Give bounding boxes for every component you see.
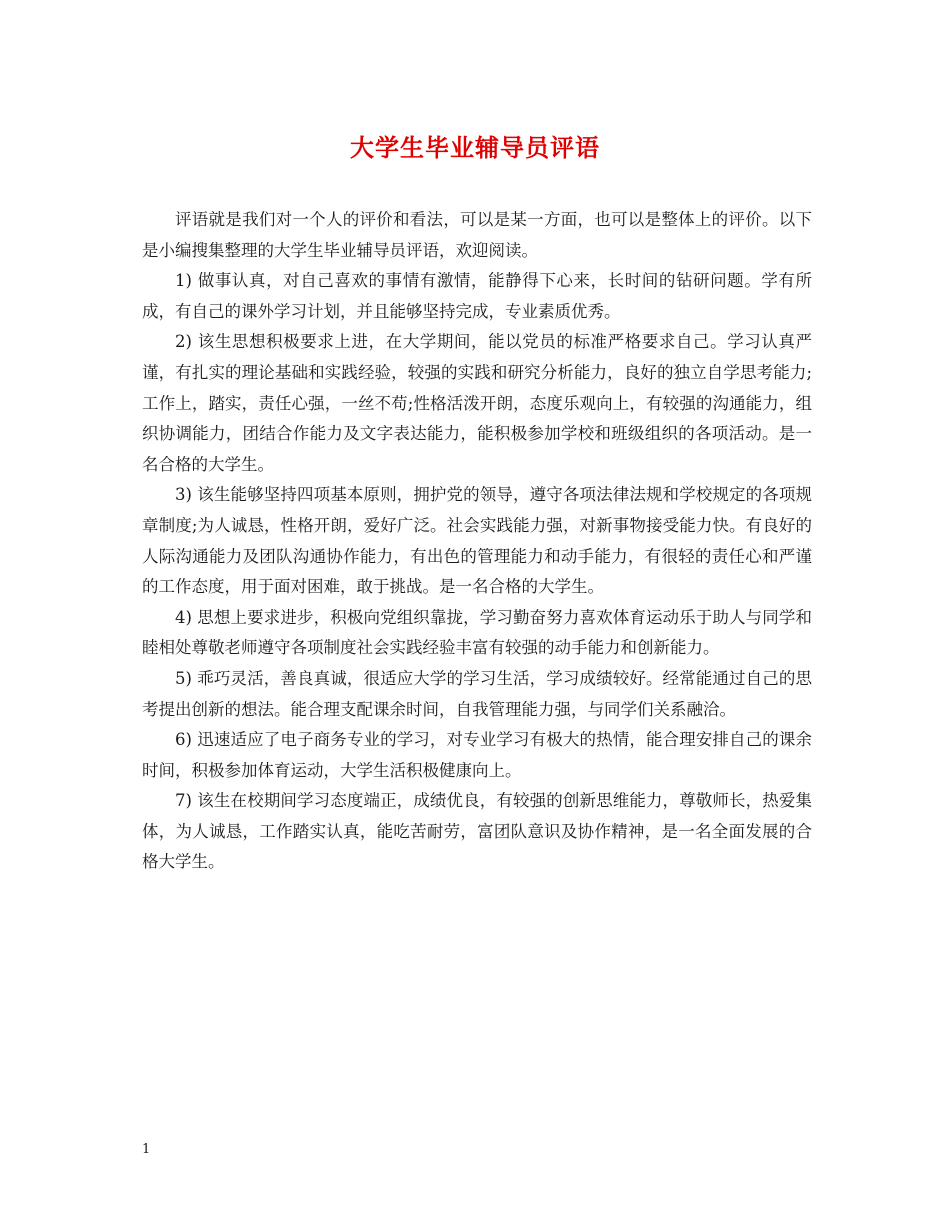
comment-paragraph-5: 5) 乖巧灵活，善良真诚，很适应大学的学习生活，学习成绩较好。经常能通过自己的思考提出创新的想法。能合理支配课余时间，自我管理能力强，与同学们关系融洽。 [142, 668, 812, 719]
comment-paragraph-3: 3) 该生能够坚持四项基本原则，拥护党的领导，遵守各项法律法规和学校规定的各项规章制度;为人诚恳，性格开朗，爱好广泛。社会实践能力强，对新事物接受能力快。有良好的人际沟通能力及团队沟通协作能力，有出色的管理能力和动手能力，有很轻的责任心和严谨的工作态度，用于面对困难，敢于挑战。是一名合格的大学生。 [142, 485, 812, 597]
comment-paragraph-2: 2) 该生思想积极要求上进，在大学期间，能以党员的标准严格要求自己。学习认真严谨，有扎实的理论基础和实践经验，较强的实践和研究分析能力，良好的独立自学思考能力;工作上，踏实，责任心强，一丝不苟;性格活泼开朗，态度乐观向上，有较强的沟通能力，组织协调能力，团结合作能力及文字表达能力，能积极参加学校和班级组织的各项活动。是一名合格的大学生。 [142, 332, 812, 474]
document-body [142, 205, 812, 878]
comment-paragraph-4: 4) 思想上要求进步，积极向党组织靠拢，学习勤奋努力喜欢体育运动乐于助人与同学和睦相处尊敬老师遵守各项制度社会实践经验丰富有较强的动手能力和创新能力。 [142, 607, 812, 658]
document-title: 大学生毕业辅导员评语 [350, 133, 600, 162]
comment-paragraph-6: 6) 迅速适应了电子商务专业的学习，对专业学习有极大的热情，能合理安排自己的课余时间，积极参加体育运动，大学生活积极健康向上。 [142, 730, 812, 780]
comment-paragraph-7: 7) 该生在校期间学习态度端正，成绩优良，有较强的创新思维能力，尊敬师长，热爱集体，为人诚恳，工作踏实认真，能吃苦耐劳，富团队意识及协作精神，是一名全面发展的合格大学生。 [142, 791, 812, 872]
comment-paragraph-1: 1) 做事认真，对自己喜欢的事情有激情，能静得下心来，长时间的钻研问题。学有所成，有自己的课外学习计划，并且能够坚持完成，专业素质优秀。 [142, 271, 812, 321]
page-number: 1 [142, 1142, 151, 1157]
intro-paragraph: 评语就是我们对一个人的评价和看法，可以是某一方面，也可以是整体上的评价。以下是小编搜集整理的大学生毕业辅导员评语，欢迎阅读。 [142, 210, 812, 260]
